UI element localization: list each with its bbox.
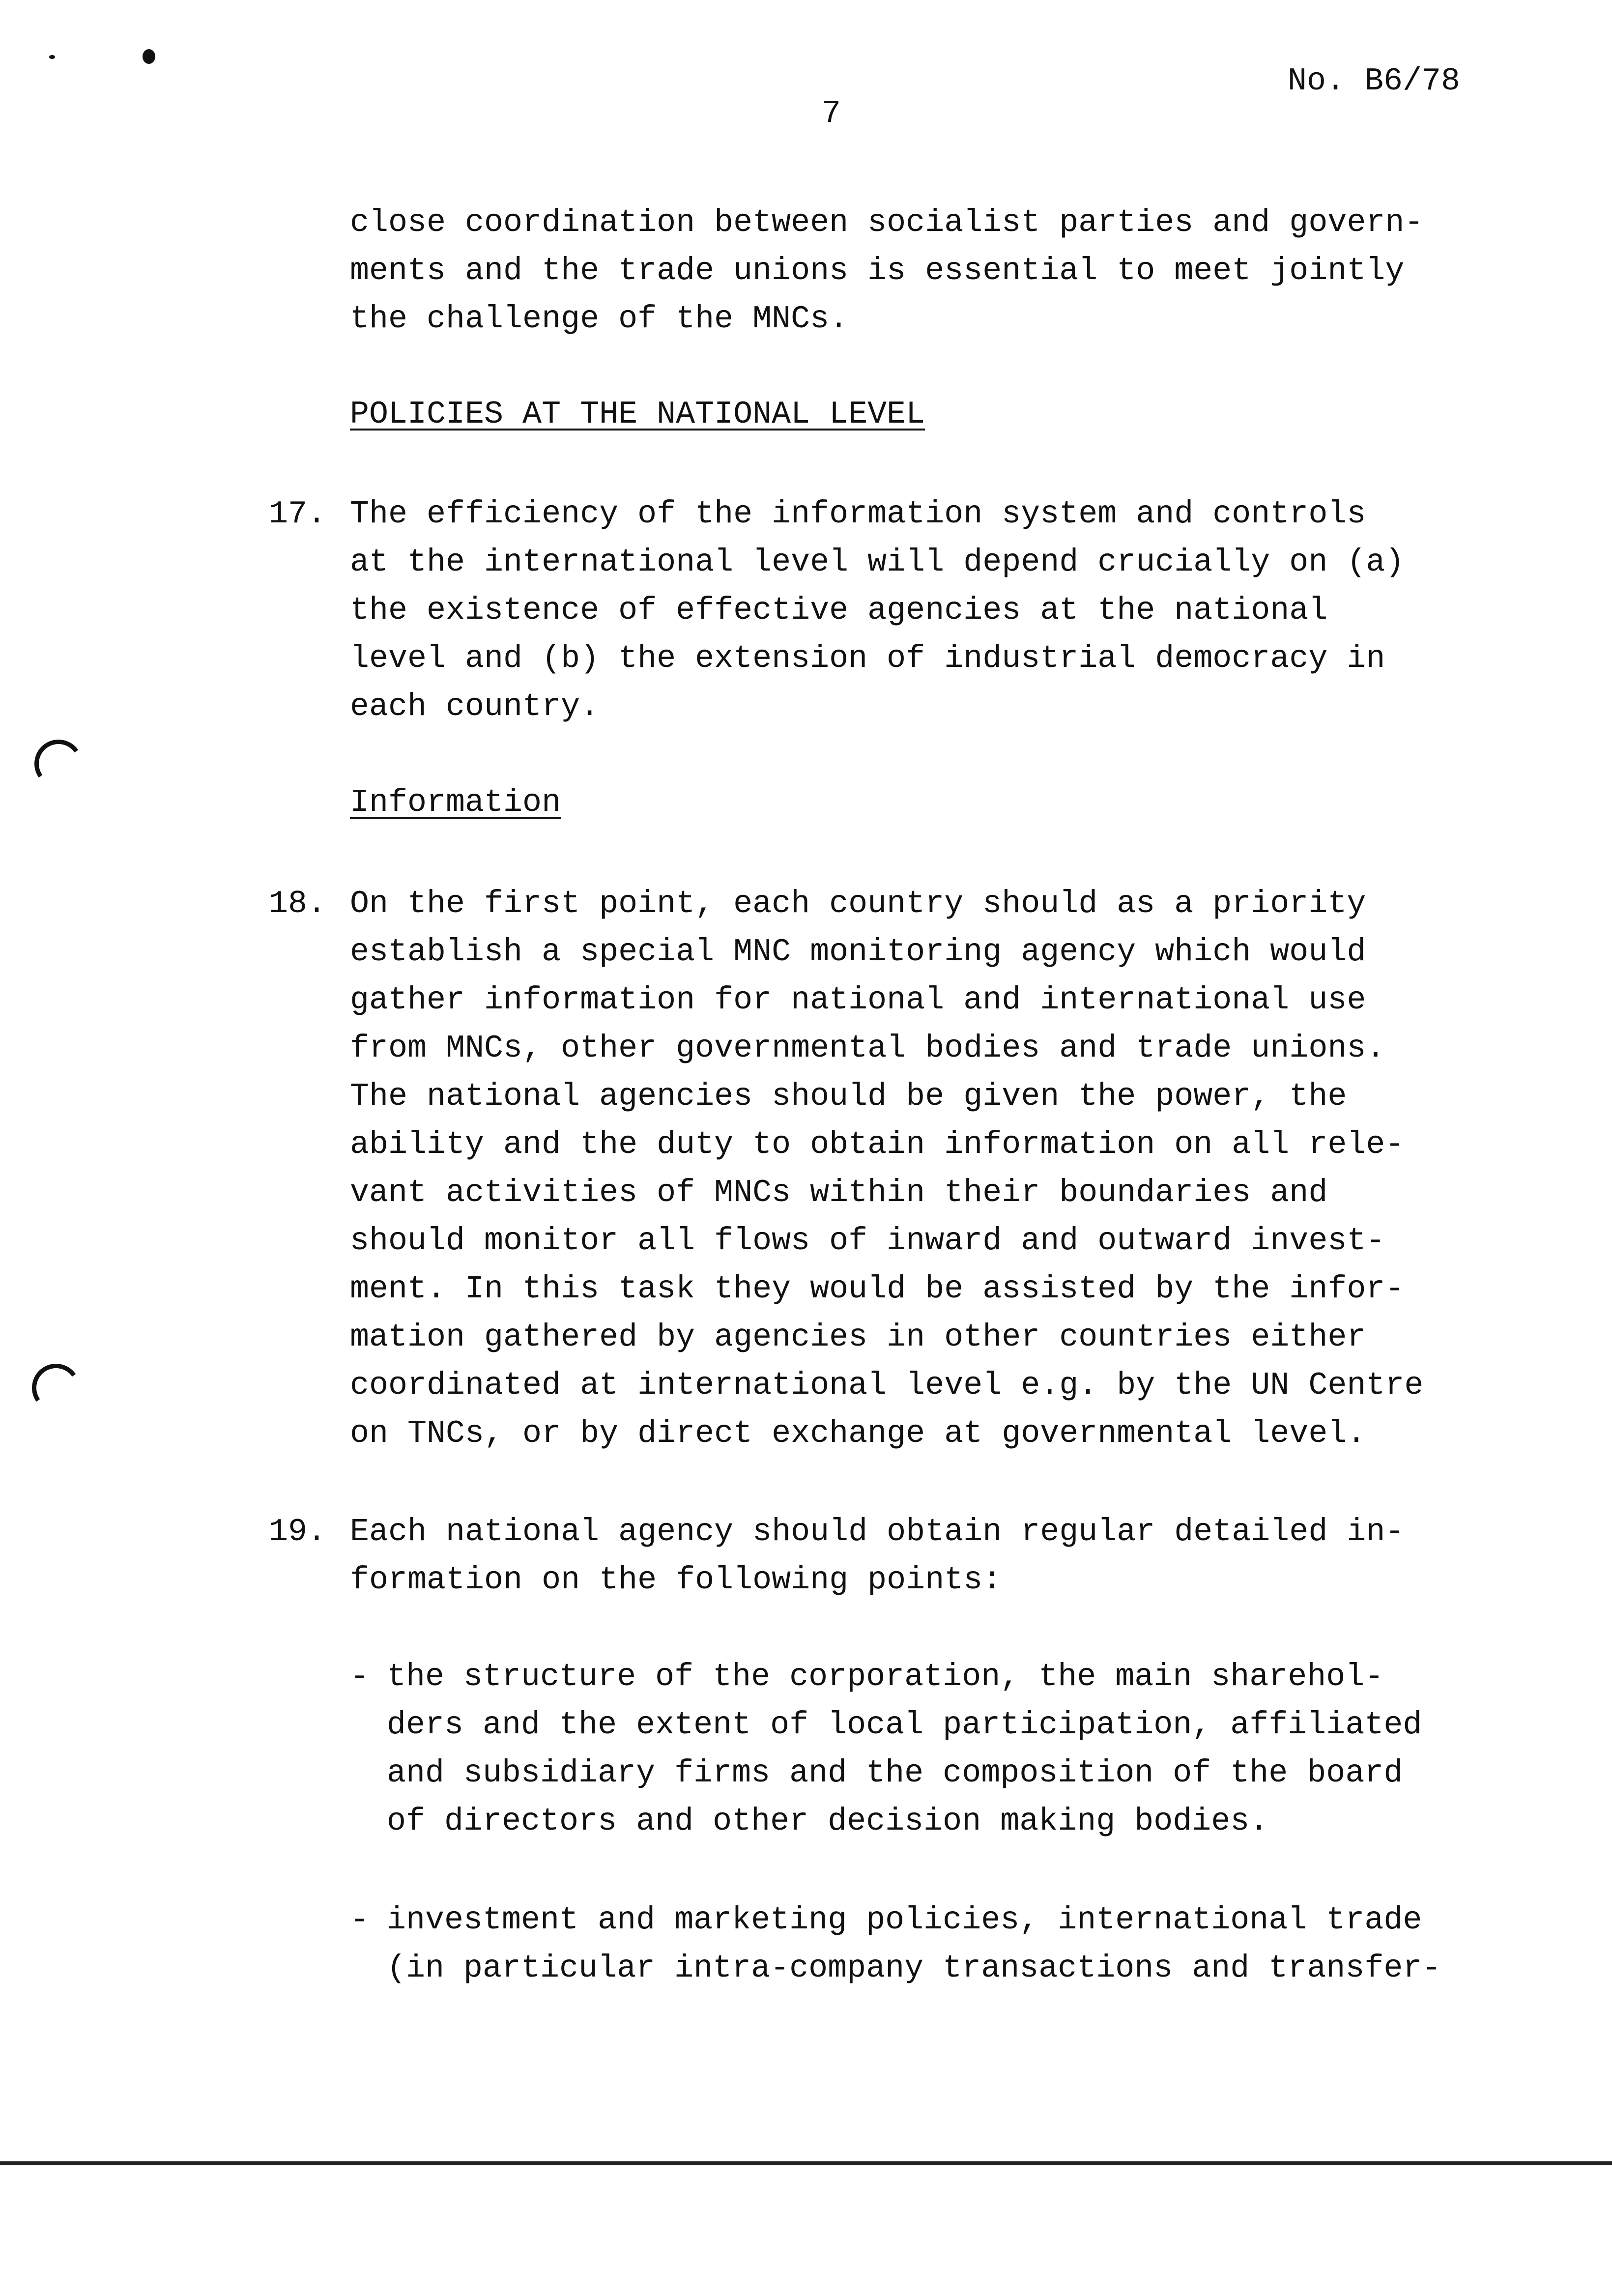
text-line: should monitor all flows of inward and outward invest- <box>350 1223 1385 1259</box>
text-line: On the first point, each country should as a priority <box>350 886 1366 922</box>
hole-punch-mark <box>28 1360 84 1416</box>
text-line: level and (b) the extension of industrial democracy in <box>350 640 1385 677</box>
text-line: on TNCs, or by direct exchange at governmental level. <box>350 1415 1366 1452</box>
bullet-item <box>350 1653 1422 1845</box>
punch-dot <box>143 49 155 64</box>
paragraph-number: 18. <box>269 886 327 922</box>
text-line: Each national agency should obtain regular detailed in- <box>350 1514 1405 1550</box>
document-number: No. B6/78 <box>1288 63 1461 99</box>
text-line: vant activities of MNCs within their boundaries and <box>350 1175 1328 1211</box>
punch-dot-small <box>49 55 55 59</box>
hole-punch-mark <box>30 736 86 792</box>
bullet-marker: - <box>350 1902 370 1938</box>
text-line: and subsidiary firms and the composition of the board <box>387 1755 1403 1791</box>
text-line: The efficiency of the information system and controls <box>350 496 1366 532</box>
text-line: gather information for national and international use <box>350 982 1366 1018</box>
intro-paragraph <box>350 199 1423 343</box>
text-line: the challenge of the MNCs. <box>350 301 849 337</box>
paragraph-number: 19. <box>269 1514 327 1550</box>
section-heading: POLICIES AT THE NATIONAL LEVEL <box>350 396 925 432</box>
paragraph-17 <box>269 490 1405 731</box>
paragraph-19 <box>269 1508 1405 1604</box>
text-line: the structure of the corporation, the main sharehol- <box>387 1659 1384 1695</box>
text-line: at the international level will depend crucially on (a) <box>350 544 1405 580</box>
text-line: close coordination between socialist parties and govern- <box>350 204 1424 241</box>
bullet-item <box>350 1896 1441 1992</box>
text-line: the existence of effective agencies at the national <box>350 592 1328 629</box>
text-line: The national agencies should be given the power, the <box>350 1078 1347 1115</box>
text-line: establish a special MNC monitoring agency which would <box>350 934 1366 970</box>
text-line: from MNCs, other governmental bodies and trade unions. <box>350 1030 1385 1066</box>
page-number: 7 <box>822 95 841 132</box>
paragraph-18 <box>269 880 1424 1458</box>
text-line: each country. <box>350 689 600 725</box>
bullet-marker: - <box>350 1659 370 1695</box>
bottom-rule <box>0 2161 1612 2165</box>
text-line: ments and the trade unions is essential to meet jointly <box>350 253 1405 289</box>
text-line: formation on the following points: <box>350 1562 1002 1598</box>
text-line: coordinated at international level e.g. by the UN Centre <box>350 1367 1424 1404</box>
text-line: ability and the duty to obtain information on all rele- <box>350 1126 1405 1163</box>
subheading-information: Information <box>350 784 561 821</box>
text-line: of directors and other decision making bodies. <box>387 1803 1269 1839</box>
text-line: mation gathered by agencies in other countries either <box>350 1319 1366 1355</box>
text-line: ment. In this task they would be assisted by the infor- <box>350 1271 1405 1307</box>
text-line: investment and marketing policies, international trade <box>387 1902 1422 1938</box>
text-line: ders and the extent of local participation, affiliated <box>387 1707 1422 1743</box>
text-line: (in particular intra-company transactions and transfer- <box>387 1950 1441 1986</box>
paragraph-number: 17. <box>269 496 327 532</box>
